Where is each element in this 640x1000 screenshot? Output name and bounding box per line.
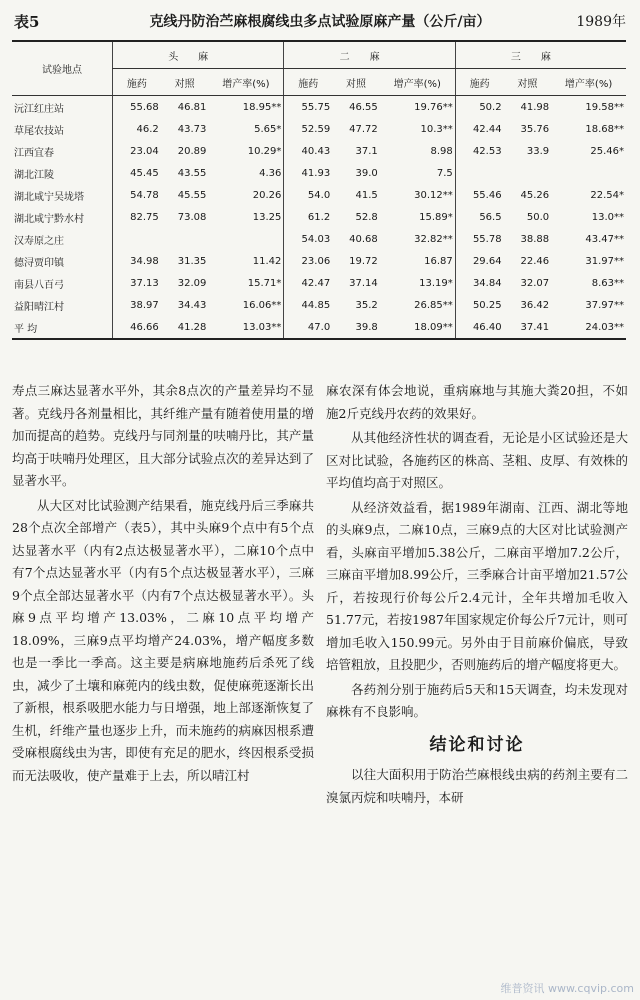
control-yield-cell: 45.26	[520, 189, 550, 201]
watermark-text: 维普资讯 www.cqvip.com	[500, 982, 634, 995]
treated-yield-cell: 56.5	[455, 206, 503, 228]
site-cell: 平 均	[12, 316, 113, 339]
subheader-cell: 增产率(%)	[551, 69, 626, 96]
table-row	[12, 118, 626, 140]
increase-rate-cell: 7.5	[436, 167, 453, 179]
left-column	[12, 380, 314, 992]
control-yield-cell: 43.73	[177, 123, 207, 135]
treated-yield-cell: 55.75	[284, 96, 332, 119]
increase-rate-cell: 15.71*	[247, 277, 282, 289]
treated-yield-cell: 23.04	[113, 140, 161, 162]
increase-rate-cell: 15.89*	[419, 211, 453, 223]
increase-rate-cell: 19.58**	[585, 101, 624, 113]
control-yield-cell: 50.0	[526, 211, 550, 223]
table-number: 表5	[14, 12, 40, 31]
table-row	[12, 316, 626, 339]
right-column	[326, 380, 628, 992]
site-cell: 南县八百弓	[14, 279, 64, 291]
treated-yield-cell: 50.2	[455, 96, 503, 119]
increase-rate-cell: 16.06**	[242, 299, 282, 311]
treated-yield-cell: 42.53	[455, 140, 503, 162]
increase-rate-cell: 13.25	[252, 211, 282, 223]
increase-rate-cell: 5.65*	[254, 123, 282, 135]
body-columns	[12, 380, 628, 992]
treated-yield-cell: 40.43	[284, 140, 332, 162]
site-cell: 益阳晴江村	[14, 301, 64, 313]
treated-yield-cell: 52.59	[284, 118, 332, 140]
control-yield-cell: 47.72	[349, 123, 378, 135]
subheader-cell: 对照	[332, 69, 380, 96]
treated-yield-cell: 46.2	[113, 118, 161, 140]
table-row	[12, 272, 626, 294]
site-cell: 江西宜春	[14, 147, 54, 159]
treated-yield-cell: 61.2	[284, 206, 332, 228]
table-row	[12, 162, 626, 184]
table-row	[12, 294, 626, 316]
treated-yield-cell: 54.78	[113, 184, 161, 206]
increase-rate-cell: 32.82**	[414, 233, 453, 245]
yield-table	[12, 40, 626, 340]
control-yield-cell: 33.9	[526, 145, 550, 157]
right-column-paragraphs	[326, 380, 628, 724]
treated-yield-cell: 34.84	[455, 272, 503, 294]
control-yield-cell: 19.72	[349, 255, 378, 267]
table-row	[12, 184, 626, 206]
site-cell: 草尾农技站	[14, 125, 64, 137]
control-yield-cell: 41.28	[161, 316, 209, 339]
increase-rate-cell: 10.29*	[247, 145, 282, 157]
increase-rate-cell: 19.76**	[414, 101, 453, 113]
table-row	[12, 250, 626, 272]
increase-rate-cell: 37.97**	[585, 299, 624, 311]
control-yield-cell	[504, 162, 552, 184]
site-cell: 湖北江陵	[14, 169, 54, 181]
control-yield-cell: 40.68	[349, 233, 378, 245]
control-yield-cell: 37.1	[355, 145, 378, 157]
increase-rate-cell: 13.0**	[591, 211, 624, 223]
control-yield-cell: 52.8	[355, 211, 378, 223]
site-cell: 沅江红庄站	[14, 103, 64, 115]
control-yield-cell: 38.88	[520, 233, 550, 245]
site-cell: 汉寿原之庄	[14, 235, 64, 247]
treated-yield-cell: 42.44	[455, 118, 503, 140]
treated-yield-cell: 42.47	[284, 272, 332, 294]
subheader-cell: 对照	[161, 69, 209, 96]
table-body	[12, 96, 626, 340]
increase-rate-cell	[208, 228, 284, 250]
increase-rate-cell: 18.09**	[380, 316, 456, 339]
increase-rate-cell: 25.46*	[590, 145, 624, 157]
treated-yield-cell: 55.46	[455, 184, 503, 206]
treated-yield-cell: 54.0	[284, 184, 332, 206]
treated-yield-cell: 34.98	[113, 250, 161, 272]
increase-rate-cell: 13.03**	[208, 316, 284, 339]
treated-yield-cell: 55.68	[113, 96, 161, 119]
treated-yield-cell: 23.06	[284, 250, 332, 272]
control-yield-cell: 73.08	[177, 211, 207, 223]
treated-yield-cell: 44.85	[284, 294, 332, 316]
body-paragraph: 从其他经济性状的调查看，无论是小区试验还是大区对比试验，各施药区的株高、茎粗、皮厚、有效株的平均值均高于对照区。	[326, 430, 628, 490]
treated-yield-cell: 47.0	[284, 316, 332, 339]
increase-rate-cell: 16.87	[424, 255, 453, 267]
control-yield-cell: 46.55	[349, 101, 378, 113]
control-yield-cell: 34.43	[177, 299, 207, 311]
increase-rate-cell: 30.12**	[414, 189, 453, 201]
treated-yield-cell: 55.78	[455, 228, 503, 250]
table-year: 1989年	[576, 14, 626, 30]
increase-rate-cell: 26.85**	[414, 299, 453, 311]
control-yield-cell: 35.76	[520, 123, 550, 135]
treated-yield-cell: 46.66	[113, 316, 161, 339]
treated-yield-cell: 45.45	[113, 162, 161, 184]
site-cell: 德浔贾印镇	[14, 257, 64, 269]
site-column-header: 试验地点	[12, 41, 113, 96]
control-yield-cell: 39.0	[355, 167, 378, 179]
increase-rate-cell: 24.03**	[551, 316, 626, 339]
control-yield-cell: 31.35	[177, 255, 207, 267]
increase-rate-cell: 8.63**	[591, 277, 624, 289]
treated-yield-cell: 50.25	[455, 294, 503, 316]
control-yield-cell	[161, 228, 209, 250]
increase-rate-cell: 31.97**	[585, 255, 624, 267]
control-yield-cell: 22.46	[520, 255, 550, 267]
control-yield-cell: 35.2	[355, 299, 378, 311]
subheader-cell: 施药	[113, 69, 161, 96]
control-yield-cell: 37.41	[504, 316, 552, 339]
control-yield-cell: 37.14	[349, 277, 378, 289]
treated-yield-cell	[455, 162, 503, 184]
subheader-cell: 施药	[455, 69, 503, 96]
increase-rate-cell: 22.54*	[590, 189, 624, 201]
control-yield-cell: 20.89	[177, 145, 207, 157]
increase-rate-cell: 18.95**	[242, 101, 282, 113]
control-yield-cell: 32.07	[520, 277, 550, 289]
treated-yield-cell: 37.13	[113, 272, 161, 294]
increase-rate-cell: 10.3**	[420, 123, 453, 135]
body-paragraph: 麻农深有体会地说，重病麻地与其施大粪20担，不如施2斤克线丹农药的效果好。	[326, 383, 628, 421]
table-caption	[14, 8, 626, 34]
section-heading: 结论和讨论	[429, 734, 525, 755]
treated-yield-cell: 46.40	[455, 316, 503, 339]
control-yield-cell: 43.55	[177, 167, 207, 179]
increase-rate-cell: 13.19*	[419, 277, 453, 289]
increase-rate-cell: 11.42	[252, 255, 282, 267]
closing-paragraph: 以往大面积用于防治苎麻根线虫病的药剂主要有二溴氯丙烷和呋喃丹，本研	[326, 767, 628, 805]
control-yield-cell: 36.42	[520, 299, 550, 311]
treated-yield-cell: 29.64	[455, 250, 503, 272]
increase-rate-cell: 43.47**	[585, 233, 624, 245]
increase-rate-cell: 20.26	[252, 189, 282, 201]
group-header-toumа: 头麻	[113, 41, 284, 69]
treated-yield-cell: 38.97	[113, 294, 161, 316]
group-header-sanma: 三麻	[455, 41, 626, 69]
group-header-erma: 二麻	[284, 41, 455, 69]
control-yield-cell: 45.55	[177, 189, 207, 201]
site-cell: 湖北咸宁黔水村	[14, 213, 84, 225]
table-row	[12, 228, 626, 250]
treated-yield-cell	[113, 228, 161, 250]
control-yield-cell: 41.5	[355, 189, 378, 201]
increase-rate-cell: 18.68**	[585, 123, 624, 135]
table-row	[12, 140, 626, 162]
body-paragraph: 从经济效益看，据1989年湖南、江西、湖北等地的头麻9点，二麻10点，三麻9点的大区对比试验测产看，头麻亩平增加5.38公斤，二麻亩平增加7.2公斤，三麻亩平增加8.99公斤，三季麻合计亩平增加21.57公斤，若按现行价每公斤2.4元计，全年共增加毛收入51.77元，若按1987年国家规定价每公斤7元计，则可增加毛收入150.99元。另外由于目前麻价偏底，导致培管粗放，且投肥少，否则施药后的增产幅度将更大。	[326, 499, 628, 672]
site-cell: 湖北咸宁吴垅塔	[14, 191, 84, 203]
control-yield-cell: 32.09	[177, 277, 207, 289]
subheader-cell: 增产率(%)	[208, 69, 284, 96]
control-yield-cell: 39.8	[332, 316, 380, 339]
table-row	[12, 206, 626, 228]
table-group-header-row	[12, 41, 626, 69]
body-paragraph: 各药剂分别于施药后5天和15天调查，均未发现对麻株有不良影响。	[326, 681, 628, 719]
increase-rate-cell	[551, 162, 626, 184]
table-row	[12, 96, 626, 119]
treated-yield-cell: 54.03	[284, 228, 332, 250]
subheader-cell: 对照	[504, 69, 552, 96]
control-yield-cell: 46.81	[177, 101, 207, 113]
subheader-cell: 增产率(%)	[380, 69, 456, 96]
body-paragraph: 从大区对比试验测产结果看，施克线丹后三季麻共28个点次全部增产（表5），其中头麻9个点中有5个点达显著水平（内有2点达极显著水平），二麻10个点中有7个点达显著水平（内有5个点达极显著水平），三麻9个点全部达显著水平（内有7个点达极显著水平）。头麻9点平均增产13.03%，二麻10点平均增产18.09%，三麻9点平均增产24.03%，增产幅度多数也是一季比一季高。这主要是病麻地施药后杀死了线虫，减少了土壤和麻蔸内的线虫数，促使麻蔸逐渐长出了新根，根系吸肥水能力与日增强，地上部逐渐恢复了生机，纤维产量也逐步上升，而未施药的病麻因根系遭受麻根腐线虫为害，即使有充足的肥水，终因根系受损而无法吸收，使产量难于上去，所以晴江村	[12, 497, 314, 783]
table-title: 克线丹防治苎麻根腐线虫多点试验原麻产量（公斤/亩）	[149, 14, 491, 30]
subheader-cell: 施药	[284, 69, 332, 96]
treated-yield-cell: 41.93	[284, 162, 332, 184]
treated-yield-cell: 82.75	[113, 206, 161, 228]
increase-rate-cell: 4.36	[259, 167, 282, 179]
control-yield-cell: 41.98	[520, 101, 550, 113]
body-paragraph: 寿点三麻达显著水平外，其余8点次的产量差异均不显著。克线丹各剂量相比，其纤维产量有随着使用量的增加而提高的趋势。克线丹与同剂量的呋喃丹比，其产量均高于呋喃丹处理区，且大部分试验点次的差异达到了显著水平。	[12, 383, 314, 488]
increase-rate-cell: 8.98	[430, 145, 453, 157]
